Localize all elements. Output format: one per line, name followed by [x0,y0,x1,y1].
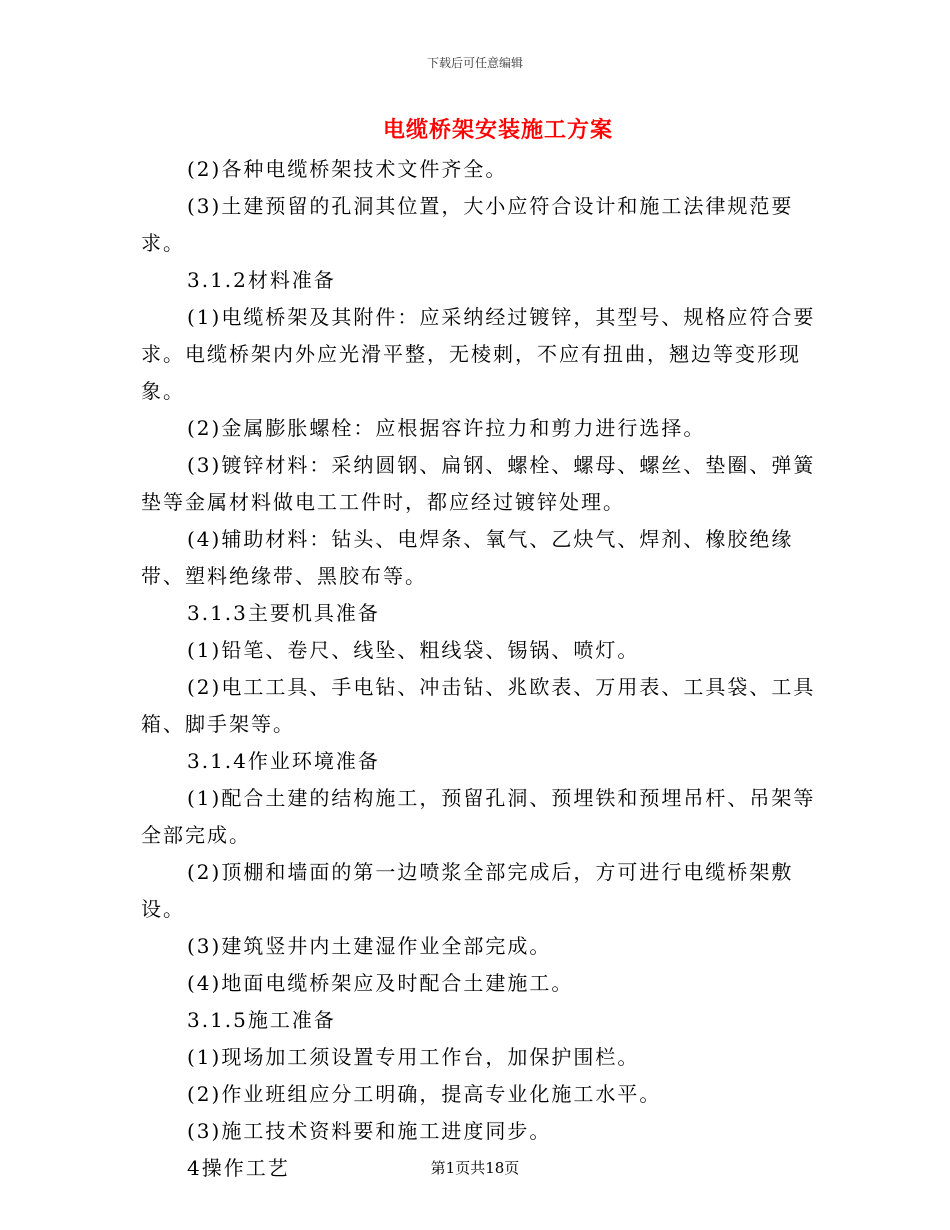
section-heading: 4操作工艺 [187,1156,290,1180]
document-title: 电缆桥架安装施工方案 [382,117,613,143]
section-heading: 3.1.3主要机具准备 [187,601,380,625]
section-heading: 3.1.4作业环境准备 [187,749,380,773]
paragraph: (3)建筑竖井内土建湿作业全部完成。 [187,934,552,958]
paragraph: (2)电工工具、手电钻、冲击钻、兆欧表、万用表、工具袋、工具箱、脚手架等。 [141,675,816,736]
paragraph: (1)配合土建的结构施工，预留孔洞、预埋铁和预埋吊杆、吊架等全部完成。 [141,786,816,847]
section-heading: 3.1.5施工准备 [187,1008,336,1032]
paragraph: (2)作业班组应分工明确，提高专业化施工水平。 [187,1082,662,1106]
page-footer: 第1页共18页 [430,1159,520,1177]
paragraph: (1)电缆桥架及其附件：应采纳经过镀锌，其型号、规格应符合要求。电缆桥架内外应光滑平整，无棱刺，不应有扭曲，翘边等变形现象。 [141,305,816,403]
paragraph: (1)现场加工须设置专用工作台，加保护围栏。 [187,1045,640,1069]
paragraph: (3)镀锌材料：采纳圆钢、扁钢、螺栓、螺母、螺丝、垫圈、弹簧垫等金属材料做电工工件时，都应经过镀锌处理。 [141,453,816,514]
paragraph: (3)土建预留的孔洞其位置，大小应符合设计和施工法律规范要求。 [141,194,794,255]
header-note: 下载后可任意编辑 [426,56,523,70]
paragraph: (1)铅笔、卷尺、线坠、粗线袋、锡锅、喷灯。 [187,638,640,662]
paragraph: (2)各种电缆桥架技术文件齐全。 [187,157,508,181]
paragraph: (4)辅助材料：钻头、电焊条、氧气、乙炔气、焊剂、橡胶绝缘带、塑料绝缘带、黑胶布等。 [141,527,794,588]
document-body [141,151,831,1187]
paragraph: (2)金属膨胀螺栓：应根据容许拉力和剪力进行选择。 [187,416,706,440]
paragraph: (3)施工技术资料要和施工进度同步。 [187,1119,552,1143]
section-heading: 3.1.2材料准备 [187,268,336,292]
paragraph: (4)地面电缆桥架应及时配合土建施工。 [187,971,574,995]
paragraph: (2)顶棚和墙面的第一边喷浆全部完成后，方可进行电缆桥架敷设。 [141,860,794,921]
